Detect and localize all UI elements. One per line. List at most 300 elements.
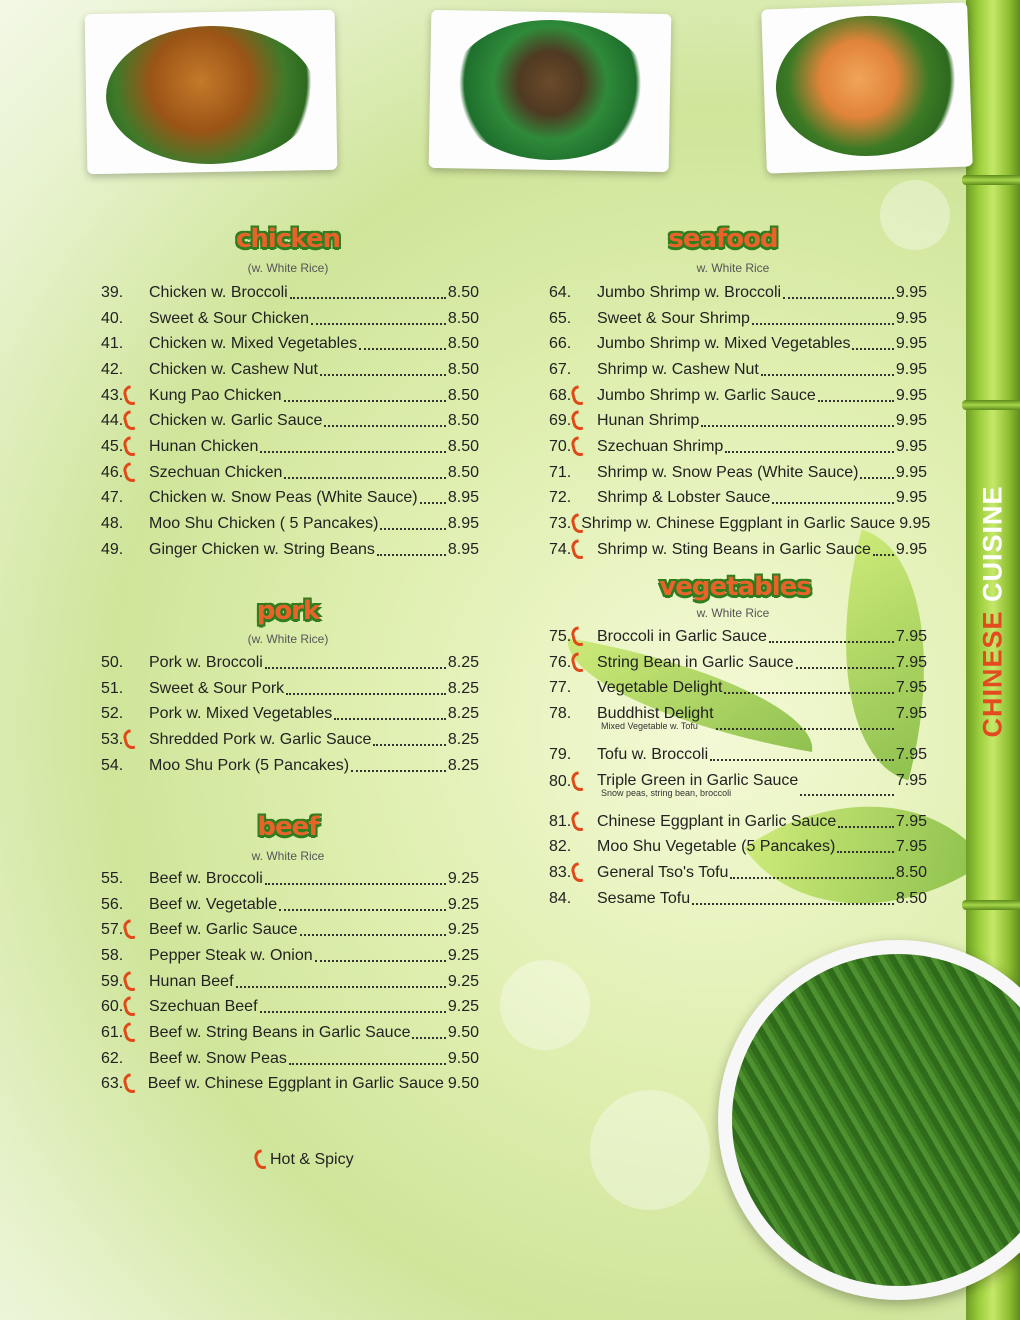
menu-item: [101, 280, 479, 306]
menu-item-name: Hunan Chicken: [149, 437, 259, 455]
menu-item: [549, 675, 927, 701]
menu-item-number-text: 55.: [101, 869, 124, 887]
menu-item: [549, 383, 927, 409]
menu-item-number-text: 79.: [549, 745, 572, 763]
menu-item-number-text: 48.: [101, 515, 124, 533]
dot-leader: [290, 297, 446, 299]
dot-leader: [752, 323, 894, 325]
menu-item-price: 8.50: [895, 863, 927, 881]
menu-item-name: General Tso's Tofu: [597, 863, 729, 881]
menu-item-name: Pepper Steak w. Onion: [149, 946, 313, 964]
menu-item-price: 8.50: [447, 386, 479, 404]
menu-item-price: 9.95: [895, 309, 927, 327]
chili-pepper-icon: [122, 436, 136, 458]
menu-item-name: Tofu w. Broccoli: [597, 745, 709, 763]
dot-leader: [377, 554, 446, 556]
chili-pepper-icon: [122, 385, 136, 407]
menu-item-price: 8.25: [447, 653, 479, 671]
dot-leader: [284, 477, 445, 479]
chili-pepper-icon: [122, 410, 136, 432]
string-beans-bowl-photo: [718, 940, 1018, 1320]
dot-leader: [783, 297, 894, 299]
menu-item: [549, 408, 927, 434]
menu-item-number: [101, 870, 149, 888]
menu-item-name: Beef w. Broccoli: [149, 869, 263, 887]
menu-item: [101, 650, 479, 676]
menu-item-price: 9.50: [447, 1023, 479, 1041]
menu-item-price: 9.25: [447, 998, 479, 1016]
menu-item-price: 9.95: [895, 540, 927, 558]
menu-item-price: 9.95: [895, 283, 927, 301]
menu-item-name: Chinese Eggplant in Garlic Sauce: [597, 812, 837, 830]
shrimp-broccoli-photo: [761, 2, 973, 173]
menu-item-number: [101, 757, 149, 775]
menu-item: [549, 624, 927, 650]
menu-item-number: [101, 284, 149, 302]
menu-item-number: [549, 746, 597, 764]
menu-item-number-text: 39.: [101, 283, 124, 301]
menu-item-number-text: 41.: [101, 335, 124, 353]
menu-item-name: Beef w. Snow Peas: [149, 1049, 287, 1067]
menu-item-name: Shredded Pork w. Garlic Sauce: [149, 730, 372, 748]
section-subtitle-seafood: w. White Rice: [696, 261, 770, 275]
menu-item-number: [101, 335, 149, 353]
chili-pepper-icon: [122, 729, 136, 751]
menu-item-number: [549, 361, 597, 379]
menu-item-number-text: 68.: [549, 386, 572, 404]
menu-item-number: [101, 1050, 149, 1068]
section-subtitle-vegetables: w. White Rice: [696, 606, 770, 620]
spicy-legend-label: Hot & Spicy: [270, 1151, 354, 1168]
menu-item-number: [549, 514, 581, 534]
menu-item-number: [101, 705, 149, 723]
dot-leader: [724, 692, 893, 694]
menu-item-name: Chicken w. Mixed Vegetables: [149, 335, 358, 353]
menu-item: [549, 834, 927, 860]
menu-item-name: Beef w. Chinese Eggplant in Garlic Sauce: [147, 1075, 444, 1093]
menu-item-number-text: 77.: [549, 679, 572, 697]
side-title-word1: CHINESE: [977, 610, 1008, 738]
menu-item-number: [101, 489, 149, 507]
menu-item-number: [101, 730, 149, 750]
menu-item-number-text: 75.: [549, 627, 572, 645]
menu-item: [549, 742, 927, 768]
menu-item-price: 7.95: [895, 653, 927, 671]
menu-item-price: 9.25: [447, 946, 479, 964]
menu-item-number-text: 62.: [101, 1049, 124, 1067]
menu-item-number: [549, 838, 597, 856]
dot-leader: [818, 400, 894, 402]
menu-item: [101, 1072, 479, 1098]
menu-item: [549, 460, 927, 486]
menu-item: [549, 768, 927, 809]
menu-item: [101, 727, 479, 753]
menu-item-name: Beef w. Vegetable: [149, 895, 278, 913]
beef-snow-peas-photo: [429, 10, 672, 172]
menu-item-price: 8.50: [447, 360, 479, 378]
menu-item: [549, 280, 927, 306]
menu-item: [101, 511, 479, 537]
menu-item-number-text: 70.: [549, 437, 572, 455]
menu-item-number: [549, 489, 597, 507]
menu-item-price: 7.95: [895, 812, 927, 830]
dot-leader: [359, 348, 446, 350]
menu-item-name: Vegetable Delight: [597, 679, 723, 697]
menu-item-number-text: 47.: [101, 489, 124, 507]
menu-item-number-text: 50.: [101, 653, 124, 671]
menu-item-price: 7.95: [895, 771, 927, 789]
bamboo-node: [962, 900, 1020, 910]
dot-leader: [769, 641, 894, 643]
chili-pepper-icon: [570, 652, 584, 674]
menu-item-number: [549, 464, 597, 482]
menu-item: [549, 886, 927, 912]
spicy-legend: [254, 1150, 354, 1170]
dot-leader: [311, 323, 446, 325]
menu-item-number: [101, 541, 149, 559]
menu-item-name: Szechuan Beef: [149, 998, 258, 1016]
menu-item-number-text: 69.: [549, 412, 572, 430]
menu-item-name: Shrimp w. Chinese Eggplant in Garlic Sauce: [581, 515, 896, 533]
menu-item: [549, 511, 931, 537]
dot-leader: [289, 1063, 446, 1065]
menu-item-number: [549, 890, 597, 908]
menu-item: [101, 753, 479, 779]
dot-leader: [730, 877, 893, 879]
menu-item-number: [101, 515, 149, 533]
menu-item: [101, 969, 479, 995]
menu-item: [549, 860, 927, 886]
menu-item-price: 7.95: [895, 627, 927, 645]
menu-item-price: 8.50: [447, 283, 479, 301]
dot-leader: [710, 759, 894, 761]
menu-item-name: Jumbo Shrimp w. Garlic Sauce: [597, 386, 816, 404]
menu-item: [549, 486, 927, 512]
menu-item-price: 8.50: [895, 889, 927, 907]
side-title: [960, 456, 1020, 766]
section-title-seafood: seafood: [668, 224, 778, 254]
menu-item-number-text: 43.: [101, 386, 124, 404]
menu-item-number-text: 58.: [101, 946, 124, 964]
menu-item: [549, 331, 927, 357]
menu-item-number-text: 44.: [101, 412, 124, 430]
menu-item: [549, 809, 927, 835]
dot-leader: [334, 718, 446, 720]
menu-item-name: Szechuan Chicken: [149, 463, 283, 481]
menu-item-note: Mixed Vegetable w. Tofu: [601, 721, 698, 732]
menu-item-name: Moo Shu Vegetable (5 Pancakes): [597, 838, 836, 856]
menu-item-price: 8.25: [447, 679, 479, 697]
dot-leader: [265, 883, 446, 885]
chili-pepper-icon: [122, 1074, 136, 1096]
menu-item-name: Sesame Tofu: [597, 889, 691, 907]
bamboo-node: [962, 400, 1020, 410]
menu-item-number-text: 45.: [101, 437, 124, 455]
dot-leader: [284, 400, 446, 402]
menu-item-number: [549, 540, 597, 560]
menu-item-number: [549, 863, 597, 883]
section-title-pork: pork: [256, 596, 320, 626]
menu-item-number: [101, 920, 149, 940]
dot-leader: [279, 909, 446, 911]
dot-leader: [772, 502, 893, 504]
menu-item-number-text: 78.: [549, 705, 572, 723]
menu-item-number-text: 80.: [549, 772, 572, 790]
menu-item: [101, 1020, 479, 1046]
menu-item-number-text: 67.: [549, 360, 572, 378]
menu-item-number-text: 51.: [101, 679, 124, 697]
menu-item-price: 9.95: [895, 335, 927, 353]
menu-item-price: 8.50: [447, 463, 479, 481]
menu-item: [549, 537, 927, 563]
menu-item: [101, 460, 479, 486]
menu-item-price: 9.95: [895, 489, 927, 507]
dot-leader: [236, 986, 446, 988]
menu-item-price: 8.25: [447, 730, 479, 748]
menu-item-number: [549, 437, 597, 457]
menu-item-number-text: 71.: [549, 463, 572, 481]
menu-item: [101, 306, 479, 332]
menu-item-number-text: 53.: [101, 730, 124, 748]
chili-pepper-icon: [570, 410, 584, 432]
menu-item-number-text: 60.: [101, 998, 124, 1016]
menu-item-price: 9.25: [447, 869, 479, 887]
dot-leader: [701, 425, 894, 427]
chili-pepper-icon: [122, 996, 136, 1018]
chili-pepper-icon: [122, 1022, 136, 1044]
chili-pepper-icon: [122, 919, 136, 941]
menu-item: [101, 1046, 479, 1072]
menu-item-price: 8.95: [447, 515, 479, 533]
menu-item-number-text: 82.: [549, 838, 572, 856]
menu-item: [101, 383, 479, 409]
menu-item-number-text: 57.: [101, 921, 124, 939]
menu-item-number: [101, 997, 149, 1017]
menu-item-price: 9.25: [447, 972, 479, 990]
general-tso-chicken-photo: [85, 10, 338, 174]
dot-leader: [324, 425, 445, 427]
dot-leader: [860, 477, 893, 479]
menu-item-number: [549, 812, 597, 832]
menu-item-number-text: 46.: [101, 463, 124, 481]
menu-list-chicken: [101, 280, 479, 563]
menu-item-number-text: 40.: [101, 309, 124, 327]
chili-pepper-icon: [122, 971, 136, 993]
menu-item-name: Sweet & Sour Pork: [149, 679, 285, 697]
dot-leader: [761, 374, 894, 376]
menu-item-price: 8.95: [447, 489, 479, 507]
menu-item-name: Pork w. Broccoli: [149, 653, 263, 671]
menu-item-name: Chicken w. Broccoli: [149, 283, 288, 301]
menu-item-number: [549, 310, 597, 328]
menu-item-number-text: 52.: [101, 705, 124, 723]
menu-item-number-text: 49.: [101, 540, 124, 558]
menu-item: [549, 701, 927, 742]
menu-item-name: Shrimp w. Cashew Nut: [597, 360, 759, 378]
menu-item-number: [549, 284, 597, 302]
menu-item: [101, 537, 479, 563]
menu-item-number: [549, 627, 597, 647]
dot-leader: [265, 667, 446, 669]
menu-item-name: Ginger Chicken w. String Beans: [149, 540, 375, 558]
menu-item-note: Snow peas, string bean, broccoli: [601, 787, 732, 798]
dot-leader: [837, 851, 893, 853]
menu-item-price: 9.25: [447, 921, 479, 939]
menu-item-number: [101, 411, 149, 431]
chili-pepper-icon: [253, 1149, 267, 1171]
menu-item-number-text: 84.: [549, 889, 572, 907]
menu-item-name: Chicken w. Garlic Sauce: [149, 412, 323, 430]
chili-pepper-icon: [570, 862, 584, 884]
menu-item-price: 7.95: [895, 679, 927, 697]
menu-item-name: Shrimp & Lobster Sauce: [597, 489, 771, 507]
menu-item-number: [101, 680, 149, 698]
menu-item-price: 7.95: [895, 745, 927, 763]
menu-item-name: Pork w. Mixed Vegetables: [149, 705, 333, 723]
menu-item-name: Hunan Beef: [149, 972, 234, 990]
menu-item: [101, 994, 479, 1020]
menu-item-number: [101, 310, 149, 328]
menu-item: [101, 357, 479, 383]
menu-item: [101, 866, 479, 892]
dot-leader: [373, 744, 446, 746]
menu-item-name: Jumbo Shrimp w. Broccoli: [597, 283, 782, 301]
chili-pepper-icon: [570, 626, 584, 648]
section-title-beef: beef: [257, 812, 319, 842]
dot-leader: [796, 667, 894, 669]
menu-item: [101, 434, 479, 460]
section-title-vegetables: vegetables: [659, 572, 811, 602]
chili-pepper-icon: [570, 385, 584, 407]
menu-item-price: 9.95: [895, 412, 927, 430]
chili-pepper-icon: [570, 811, 584, 833]
menu-item-number-text: 74.: [549, 540, 572, 558]
chili-pepper-icon: [570, 436, 584, 458]
menu-item-price: 8.50: [447, 437, 479, 455]
dot-leader: [351, 770, 446, 772]
dot-leader: [716, 728, 894, 730]
section-title-chicken: chicken: [236, 224, 340, 254]
dot-leader: [852, 348, 893, 350]
menu-item-number: [101, 463, 149, 483]
bokeh-circle: [880, 180, 950, 250]
dot-leader: [380, 528, 445, 530]
menu-item-number-text: 76.: [549, 653, 572, 671]
menu-item-price: 9.25: [447, 895, 479, 913]
bamboo-node: [962, 175, 1020, 185]
menu-item-price: 9.95: [899, 515, 931, 533]
menu-item-name: Jumbo Shrimp w. Mixed Vegetables: [597, 335, 851, 353]
menu-item: [101, 676, 479, 702]
section-subtitle-pork: (w. White Rice): [247, 632, 329, 646]
menu-item-price: 8.50: [447, 412, 479, 430]
menu-item-number: [101, 654, 149, 672]
menu-item: [101, 892, 479, 918]
menu-item-name: Triple Green in Garlic Sauce: [597, 771, 799, 789]
menu-item: [101, 943, 479, 969]
menu-item-number: [101, 437, 149, 457]
menu-item-number: [101, 947, 149, 965]
menu-item-name: String Bean in Garlic Sauce: [597, 653, 794, 671]
menu-item-number-text: 83.: [549, 863, 572, 881]
dot-leader: [412, 1037, 445, 1039]
menu-item: [101, 701, 479, 727]
menu-item-name: Kung Pao Chicken: [149, 386, 282, 404]
menu-item-price: 8.50: [447, 309, 479, 327]
menu-item-price: 9.95: [895, 360, 927, 378]
menu-item-number-text: 64.: [549, 283, 572, 301]
section-subtitle-beef: w. White Rice: [251, 849, 325, 863]
menu-item-name: Broccoli in Garlic Sauce: [597, 627, 767, 645]
menu-item-number-text: 73.: [549, 515, 572, 533]
menu-item-name: Chicken w. Snow Peas (White Sauce): [149, 489, 418, 507]
side-title-word2: CUISINE: [977, 484, 1008, 602]
menu-item-name: Moo Shu Chicken ( 5 Pancakes): [149, 515, 379, 533]
dot-leader: [320, 374, 446, 376]
menu-item-number-text: 42.: [101, 360, 124, 378]
menu-item-price: 7.95: [895, 705, 927, 723]
menu-item: [549, 650, 927, 676]
menu-item-number-text: 65.: [549, 309, 572, 327]
dot-leader: [800, 794, 894, 796]
menu-item-number: [549, 335, 597, 353]
dot-leader: [692, 903, 894, 905]
dot-leader: [286, 693, 446, 695]
menu-item-number: [549, 411, 597, 431]
menu-item-name: Hunan Shrimp: [597, 412, 700, 430]
menu-list-vegetables: [549, 624, 927, 912]
menu-item-price: 9.95: [895, 463, 927, 481]
menu-item-number-text: 81.: [549, 812, 572, 830]
bokeh-circle: [500, 960, 590, 1050]
menu-item-price: 9.95: [895, 386, 927, 404]
menu-item-price: 9.50: [447, 1049, 479, 1067]
dot-leader: [300, 934, 446, 936]
dot-leader: [260, 1011, 446, 1013]
dot-leader: [420, 502, 446, 504]
menu-item-price: 9.95: [895, 437, 927, 455]
dot-leader: [725, 451, 894, 453]
menu-item-number-text: 54.: [101, 756, 124, 774]
menu-item-name: Moo Shu Pork (5 Pancakes): [149, 756, 350, 774]
menu-list-pork: [101, 650, 479, 778]
menu-item: [101, 917, 479, 943]
menu-item-price: 7.95: [895, 838, 927, 856]
menu-item-number: [549, 705, 597, 723]
menu-item: [101, 331, 479, 357]
dot-leader: [315, 960, 446, 962]
menu-item-name: Beef w. Garlic Sauce: [149, 921, 298, 939]
menu-item-price: 9.50: [447, 1075, 479, 1093]
menu-list-beef: [101, 866, 479, 1097]
menu-item-number-text: 72.: [549, 489, 572, 507]
menu-item: [101, 486, 479, 512]
menu-item-number: [549, 772, 597, 792]
menu-item-number-text: 61.: [101, 1023, 124, 1041]
bokeh-circle: [590, 1090, 710, 1210]
chili-pepper-icon: [570, 771, 584, 793]
section-subtitle-chicken: (w. White Rice): [247, 261, 329, 275]
menu-item-number: [101, 1023, 149, 1043]
dot-leader: [260, 451, 445, 453]
menu-item-price: 8.50: [447, 335, 479, 353]
menu-item: [549, 434, 927, 460]
menu-item-name: Shrimp w. Sting Beans in Garlic Sauce: [597, 540, 871, 558]
menu-item-number: [549, 653, 597, 673]
menu-item: [101, 408, 479, 434]
menu-item-name: Chicken w. Cashew Nut: [149, 360, 318, 378]
menu-list-seafood: [549, 280, 931, 563]
